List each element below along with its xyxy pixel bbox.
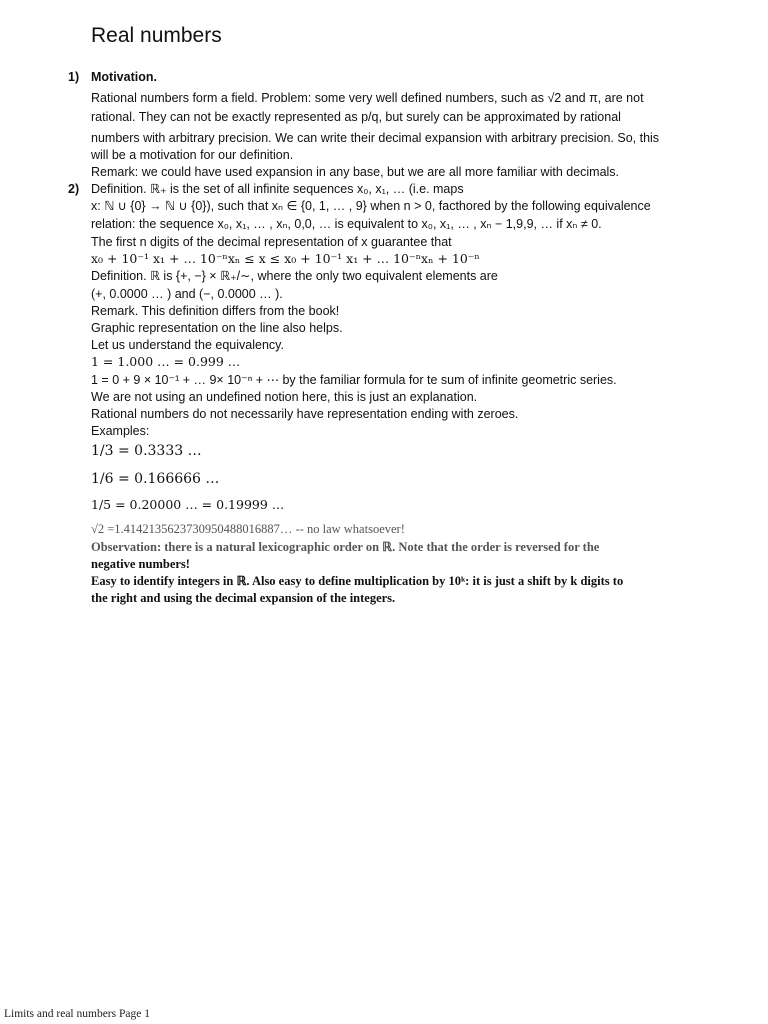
section-2-definition-3: relation: the sequence x₀, x₁, … , xₙ, 0,0, … is equivalent to x₀, x₁, … , xₙ − 1,9,9, … if xₙ ≠ 0. bbox=[91, 217, 602, 231]
section-2-definition-2: x: ℕ ∪ {0} → ℕ ∪ {0}), such that xₙ ∈ {0, 1, … , 9} when n > 0, facthored by the following equivalence bbox=[91, 199, 651, 213]
section-2-digits-line: The first n digits of the decimal representation of x guarantee that bbox=[91, 235, 452, 249]
section-2-inequality: x₀ + 10⁻¹ x₁ + … 10⁻ⁿxₙ ≤ x ≤ x₀ + 10⁻¹ x₁ + … 10⁻ⁿxₙ + 10⁻ⁿ bbox=[91, 251, 480, 266]
example-one-third: 1/3 = 0.3333 … bbox=[91, 443, 202, 459]
section-2-rational-line: Rational numbers do not necessarily have representation ending with zeroes. bbox=[91, 407, 519, 421]
integers-line-1: Easy to identify integers in ℝ. Also easy to define multiplication by 10ᵏ: it is just a shift by k digits to bbox=[91, 574, 624, 588]
page-footer: Limits and real numbers Page 1 bbox=[4, 1008, 150, 1020]
section-1-line-4: will be a motivation for our definition. bbox=[91, 148, 294, 162]
observation-line-1: Observation: there is a natural lexicographic order on ℝ. Note that the order is reversed for the bbox=[91, 540, 600, 554]
section-2-definition-5: (+, 0.0000 … ) and (−, 0.0000 … ). bbox=[91, 287, 283, 301]
section-2-graphic-line: Graphic representation on the line also helps. bbox=[91, 321, 343, 335]
section-2-definition-1: Definition. ℝ₊ is the set of all infinite sequences x₀, x₁, … (i.e. maps bbox=[91, 182, 464, 196]
section-2-examples-label: Examples: bbox=[91, 424, 150, 438]
section-1-remark: Remark: we could have used expansion in any base, but we are all more familiar with decimals. bbox=[91, 165, 620, 179]
section-1-line-3: numbers with arbitrary precision. We can write their decimal expansion with arbitrary precision. So, this bbox=[91, 131, 660, 145]
observation-line-2: negative numbers! bbox=[91, 557, 190, 571]
section-2-remark: Remark. This definition differs from the book! bbox=[91, 304, 340, 318]
example-one-fifth: 1/5 = 0.20000 … = 0.19999 … bbox=[91, 497, 285, 512]
section-2-undefined-notion: We are not using an undefined notion here, this is just an explanation. bbox=[91, 390, 478, 404]
section-2-equivalency-line: Let us understand the equivalency. bbox=[91, 338, 284, 352]
sqrt2-expansion: √2 =1.4142135623730950488016887… -- no law whatsoever! bbox=[91, 522, 405, 536]
section-2-equation-2: 1 = 0 + 9 × 10⁻¹ + … 9× 10⁻ⁿ + ⋯ by the familiar formula for te sum of infinite geometric series. bbox=[91, 373, 617, 387]
integers-line-2: the right and using the decimal expansion of the integers. bbox=[91, 591, 396, 605]
example-one-sixth: 1/6 = 0.166666 … bbox=[91, 471, 220, 487]
section-1-line-1: Rational numbers form a field. Problem: some very well defined numbers, such as √2 and π, are not bbox=[91, 91, 644, 105]
section-1-number: 1) bbox=[68, 70, 80, 84]
section-1-line-2: rational. They can not be exactly represented as p/q, but surely can be approximated by rational bbox=[91, 110, 621, 124]
section-2-definition-4: Definition. ℝ is {+, −} × ℝ₊/∼, where the only two equivalent elements are bbox=[91, 269, 498, 283]
section-2-equation-1: 1 = 1.000 … = 0.999 … bbox=[91, 354, 241, 369]
section-1-heading: Motivation. bbox=[91, 70, 157, 84]
page-title: Real numbers bbox=[91, 24, 222, 47]
section-2-number: 2) bbox=[68, 182, 80, 196]
